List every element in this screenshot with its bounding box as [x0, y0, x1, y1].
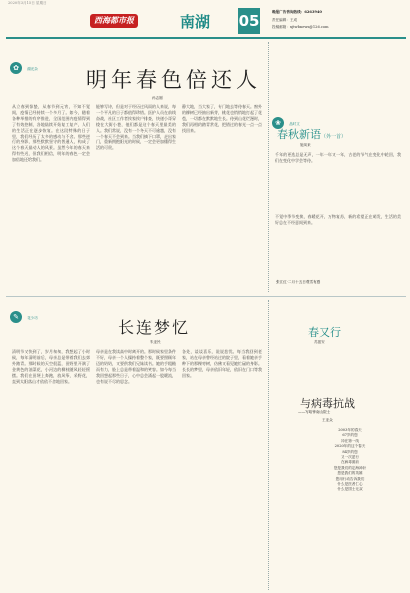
section-title: 南湖: [180, 13, 211, 31]
newspaper-logo: 西海都市报: [90, 14, 138, 28]
story2-col1: 清明节又快到了，岁月匆匆，我想起了小时候，每年清明前后，母亲总是带着我们去郊外踏青。那时候的天空很蓝，田野里开满了金黄色的油菜花，小河边的柳枝随风轻轻摇摆。我们在田埂上奔跑，放风筝，采野花，直到太阳落山才依依不舍地回家。: [12, 349, 90, 384]
column-right-poem: 千年的更迭总是无声，一年一年又一年，古老的节气在变化中轮回，我们在变化中学会等待。: [275, 152, 401, 163]
column-right2-author: 苏振安: [314, 340, 325, 344]
story1-col2: 能够写诗，但是对于经历过风雨的人来说，每一个平凡的日子都值得珍惜。医护人员在前线奋战，社区工作者挨家挨户排查，快递小哥穿梭在大街小巷，他们都是这个春天里最美的人。我们常说，没有一个冬天不可逾越，没有一个春天不会到来。当我们摘下口罩，走出家门，重新拥抱阳光的时候，一定会更加懂得生活的可贵。: [96, 104, 176, 151]
leaf-icon: ✿: [10, 62, 22, 74]
flower-icon: ❀: [272, 117, 284, 129]
story2-author: 朱亚民: [150, 340, 161, 344]
top-date: 2020年3月15日 星期日: [8, 1, 47, 5]
poem-body: 2003年的春天 67岁的您 冲在第一线 2020年的这个春天 84岁的您 又一次逆行 在病毒面前 您是我们的定海神针 您是我们的英雄 您用行动告诉我们 什么是医者仁心 什么是国士无双: [333, 428, 367, 492]
story1-author: 孙志刚: [152, 96, 163, 100]
poem-title: 与病毒抗战: [300, 397, 355, 410]
story1-col3: 静大地，当大家了，专门地去等待春天。窗外的柳树已经抽出新芽，桃花也悄悄地打起了花苞，一切都在默默地生长。待到山花烂漫时，我们再相约踏青赏花，把错过的春光一点一点找回来。: [182, 104, 262, 133]
column-right2-label: 春又行: [308, 326, 341, 339]
column-right-heading: [277, 126, 346, 142]
hotline: 晚报广告咨询热线：6263940: [272, 10, 322, 14]
story1-title: 明年春色倍还人: [86, 68, 261, 92]
divider-right-top: [268, 42, 269, 292]
column-right-poem2: 不觉中季节变换，春暖花开，万物复苏，新的希望正在萌发，生活的美好总在不经意间到来。: [275, 214, 401, 225]
page-number-badge: 05: [238, 8, 260, 34]
poem-subtitle: ——写给钟南山院士: [298, 410, 331, 414]
story2-col2: 母亲是在我读高中时离开的。那时候家里条件不好，母亲一个人操持着整个家，既要照顾年迈的奶奶，又要供我们兄妹读书。她的手粗糙而有力，脸上总是带着温和的笑容。如今每当我回想起那些日子，心中总会涌起一股暖流，也有说不尽的思念。: [96, 349, 176, 384]
column-right-footer: 张江红·二月十五日观雪有感: [276, 280, 321, 284]
story2-column-label: 花少坊: [27, 316, 38, 320]
editor: 责任编辑：王成: [272, 18, 298, 22]
story2-label: [10, 304, 38, 323]
story1-label: [10, 55, 38, 74]
story1-column-label: 湖光杂: [27, 67, 38, 71]
divider-right-bottom: [268, 300, 269, 590]
column-right-label-text: 品时文: [289, 122, 300, 126]
email: 投稿邮箱：xjtwbnews@126.com: [272, 25, 329, 29]
story2-col3: 各处，谈谈喜乐，说说悲忧。每当我回到老家，站在母亲曾经站过的院子里，看着她亲手种下的那棵枣树，仿佛又看见她忙碌的身影。长长的梦里，母亲依旧年轻，依旧在门口等我回家。: [182, 349, 262, 378]
column-right-heading-text: 春秋新语: [277, 128, 321, 141]
poem-author: 王亚众: [322, 418, 333, 422]
column-right-heading-sub: （外一首）: [321, 134, 347, 140]
section-divider: [6, 296, 406, 297]
masthead-rule: [6, 37, 406, 39]
column-right-author: 施凤来: [300, 143, 311, 147]
story2-title: 长连梦忆: [118, 318, 191, 337]
pen-icon: ✎: [10, 311, 22, 323]
story1-col1: 从立春到惊蛰，从春节到元宵，不知不觉间，疫情已经持续一个多月了。如今，随着各种举措的有序推进，全国范围内疫情得到了有效控制，各地陆续开始复工复产，人们的生活正在逐步恢复。在这段特殊的日子里，我们经历了太多的感动与不舍。那些逆行的身影，那些默默坚守的普通人，构成了这个春天最动人的风景。虽然今年的春天来得有些迟，但我们相信，明年的春色一定会加倍地还给我们。: [12, 104, 90, 163]
masthead-bar: [0, 8, 410, 38]
